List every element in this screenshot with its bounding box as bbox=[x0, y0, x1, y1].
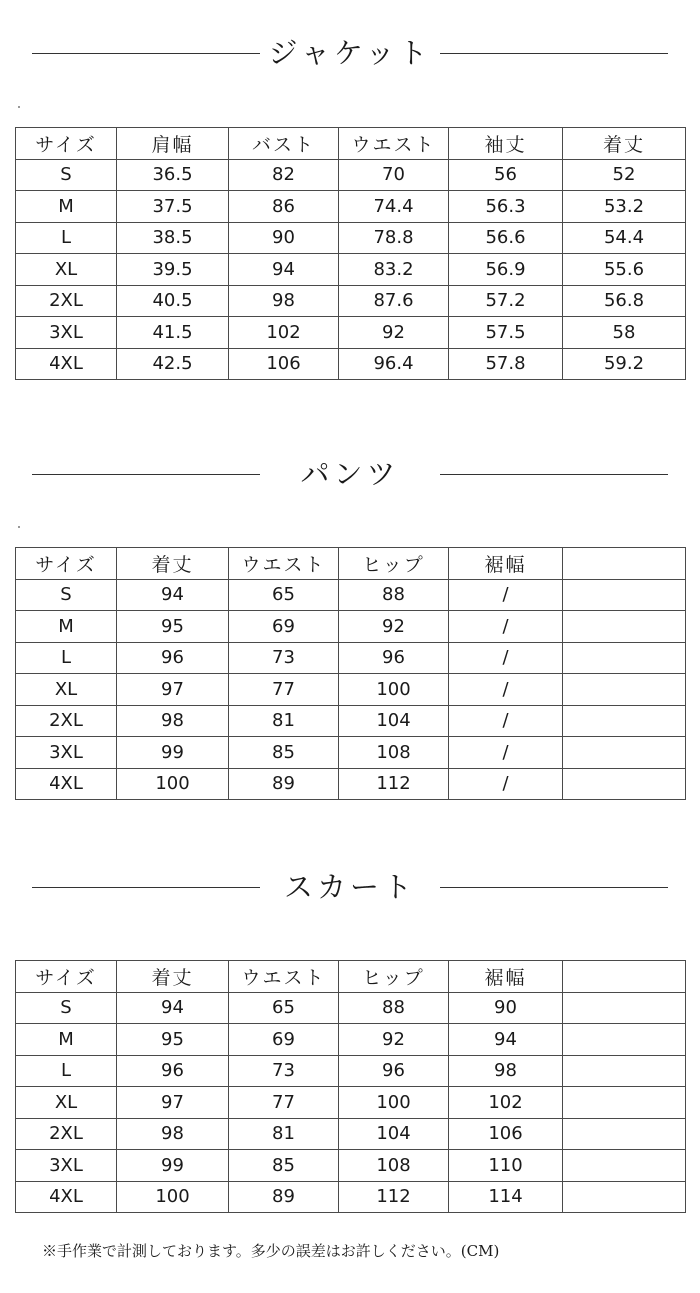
measurement-cell: 100 bbox=[339, 1087, 449, 1119]
measurement-cell: 102 bbox=[449, 1087, 563, 1119]
measurement-cell: 87.6 bbox=[339, 285, 449, 317]
measurement-cell: 56 bbox=[449, 159, 563, 191]
size-label-cell: 2XL bbox=[16, 1118, 117, 1150]
header-cell: 肩幅 bbox=[117, 128, 229, 160]
measurement-cell: 90 bbox=[229, 222, 339, 254]
measurement-cell bbox=[563, 1181, 686, 1213]
measurement-cell: 73 bbox=[229, 1055, 339, 1087]
table-row bbox=[16, 579, 686, 611]
measurement-cell: 94 bbox=[117, 992, 229, 1024]
size-label-cell: 3XL bbox=[16, 1150, 117, 1182]
measurement-cell: 102 bbox=[229, 317, 339, 349]
table-row bbox=[16, 222, 686, 254]
header-cell: 着丈 bbox=[117, 548, 229, 580]
measurement-cell bbox=[563, 737, 686, 769]
title-rule-left bbox=[32, 53, 260, 54]
measurement-cell: 97 bbox=[117, 674, 229, 706]
header-cell: サイズ bbox=[16, 128, 117, 160]
measurement-cell: 100 bbox=[339, 674, 449, 706]
size-label-cell: XL bbox=[16, 1087, 117, 1119]
measurement-cell bbox=[563, 674, 686, 706]
measurement-cell bbox=[563, 1024, 686, 1056]
measurement-cell: 69 bbox=[229, 611, 339, 643]
size-label-cell: 4XL bbox=[16, 768, 117, 800]
measurement-cell: 108 bbox=[339, 737, 449, 769]
table-row bbox=[16, 1055, 686, 1087]
header-cell: サイズ bbox=[16, 548, 117, 580]
measurement-cell: 99 bbox=[117, 737, 229, 769]
measurement-cell: 56.6 bbox=[449, 222, 563, 254]
measurement-cell: 88 bbox=[339, 579, 449, 611]
size-label-cell: L bbox=[16, 222, 117, 254]
skirt-size-table bbox=[15, 960, 686, 1213]
size-label-cell: S bbox=[16, 992, 117, 1024]
measurement-cell: 69 bbox=[229, 1024, 339, 1056]
measurement-cell: 73 bbox=[229, 642, 339, 674]
header-cell: ヒップ bbox=[339, 961, 449, 993]
measurement-cell: 58 bbox=[563, 317, 686, 349]
header-cell bbox=[563, 961, 686, 993]
table-row bbox=[16, 317, 686, 349]
table-row bbox=[16, 1181, 686, 1213]
measurement-cell: 81 bbox=[229, 1118, 339, 1150]
size-label-cell: 3XL bbox=[16, 317, 117, 349]
measurement-cell: 106 bbox=[229, 348, 339, 380]
size-label-cell: XL bbox=[16, 674, 117, 706]
measurement-cell: 36.5 bbox=[117, 159, 229, 191]
table-row bbox=[16, 737, 686, 769]
measurement-cell bbox=[563, 642, 686, 674]
measurement-cell bbox=[563, 705, 686, 737]
measurement-cell bbox=[563, 1150, 686, 1182]
measurement-cell: 98 bbox=[117, 705, 229, 737]
measurement-cell: 104 bbox=[339, 1118, 449, 1150]
title-rule-left bbox=[32, 474, 260, 475]
size-label-cell: S bbox=[16, 159, 117, 191]
header-cell: ヒップ bbox=[339, 548, 449, 580]
measurement-cell: 89 bbox=[229, 1181, 339, 1213]
measurement-cell: 42.5 bbox=[117, 348, 229, 380]
table-row bbox=[16, 159, 686, 191]
measurement-cell: 98 bbox=[449, 1055, 563, 1087]
measurement-cell: / bbox=[449, 768, 563, 800]
measurement-cell bbox=[563, 579, 686, 611]
measurement-cell: 98 bbox=[229, 285, 339, 317]
measurement-cell: 56.9 bbox=[449, 254, 563, 286]
header-cell: ウエスト bbox=[229, 961, 339, 993]
size-label-cell: L bbox=[16, 642, 117, 674]
measurement-cell: 77 bbox=[229, 1087, 339, 1119]
measurement-cell: 40.5 bbox=[117, 285, 229, 317]
measurement-cell: 70 bbox=[339, 159, 449, 191]
section-title-pants bbox=[0, 454, 700, 494]
measurement-cell: 92 bbox=[339, 317, 449, 349]
measurement-cell: 92 bbox=[339, 1024, 449, 1056]
table-row bbox=[16, 992, 686, 1024]
measurement-cell: / bbox=[449, 674, 563, 706]
measurement-cell: 65 bbox=[229, 992, 339, 1024]
measurement-cell: 54.4 bbox=[563, 222, 686, 254]
measurement-cell: 65 bbox=[229, 579, 339, 611]
header-cell bbox=[563, 548, 686, 580]
measurement-cell bbox=[563, 611, 686, 643]
table-row bbox=[16, 254, 686, 286]
stray-dot bbox=[18, 106, 20, 108]
measurement-cell bbox=[563, 1055, 686, 1087]
measurement-cell: / bbox=[449, 579, 563, 611]
header-cell: ウエスト bbox=[339, 128, 449, 160]
section-title-label: スカート bbox=[283, 870, 416, 904]
measurement-cell: 110 bbox=[449, 1150, 563, 1182]
size-label-cell: 2XL bbox=[16, 705, 117, 737]
measurement-cell: 97 bbox=[117, 1087, 229, 1119]
measurement-cell: 81 bbox=[229, 705, 339, 737]
measurement-cell: 94 bbox=[117, 579, 229, 611]
measurement-cell: 59.2 bbox=[563, 348, 686, 380]
jacket-size-table bbox=[15, 127, 686, 380]
measurement-cell: 100 bbox=[117, 768, 229, 800]
measurement-cell: 106 bbox=[449, 1118, 563, 1150]
table-row bbox=[16, 768, 686, 800]
measurement-cell: / bbox=[449, 642, 563, 674]
measurement-cell: 98 bbox=[117, 1118, 229, 1150]
header-cell: 着丈 bbox=[117, 961, 229, 993]
size-label-cell: 3XL bbox=[16, 737, 117, 769]
measurement-cell: 92 bbox=[339, 611, 449, 643]
measurement-cell: 82 bbox=[229, 159, 339, 191]
size-label-cell: 2XL bbox=[16, 285, 117, 317]
size-label-cell: L bbox=[16, 1055, 117, 1087]
stray-dot bbox=[18, 526, 20, 528]
table-header-row bbox=[16, 961, 686, 993]
section-title-label: パンツ bbox=[300, 457, 400, 491]
measurement-cell: 100 bbox=[117, 1181, 229, 1213]
measurement-cell: 104 bbox=[339, 705, 449, 737]
measurement-cell: 57.2 bbox=[449, 285, 563, 317]
measurement-cell: 57.8 bbox=[449, 348, 563, 380]
measurement-cell: / bbox=[449, 705, 563, 737]
measurement-cell: / bbox=[449, 737, 563, 769]
title-rule-right bbox=[440, 474, 668, 475]
measurement-cell bbox=[563, 992, 686, 1024]
measurement-cell: 56.8 bbox=[563, 285, 686, 317]
title-rule-right bbox=[440, 887, 668, 888]
measurement-cell: 56.3 bbox=[449, 191, 563, 223]
table-header-row bbox=[16, 128, 686, 160]
section-title-skirt bbox=[0, 867, 700, 907]
measurement-note: ※手作業で計測しております。多少の誤差はお許しください。(CM) bbox=[42, 1242, 500, 1260]
measurement-cell: 99 bbox=[117, 1150, 229, 1182]
header-cell: バスト bbox=[229, 128, 339, 160]
title-rule-right bbox=[440, 53, 668, 54]
header-cell: 着丈 bbox=[563, 128, 686, 160]
table-row bbox=[16, 1150, 686, 1182]
measurement-cell: 89 bbox=[229, 768, 339, 800]
measurement-cell: / bbox=[449, 611, 563, 643]
measurement-cell: 95 bbox=[117, 611, 229, 643]
measurement-cell: 86 bbox=[229, 191, 339, 223]
size-label-cell: XL bbox=[16, 254, 117, 286]
measurement-cell: 95 bbox=[117, 1024, 229, 1056]
measurement-cell: 83.2 bbox=[339, 254, 449, 286]
measurement-cell: 94 bbox=[229, 254, 339, 286]
table-header-row bbox=[16, 548, 686, 580]
table-row bbox=[16, 642, 686, 674]
measurement-cell: 39.5 bbox=[117, 254, 229, 286]
size-label-cell: M bbox=[16, 191, 117, 223]
section-title-label: ジャケット bbox=[268, 36, 432, 70]
measurement-cell: 52 bbox=[563, 159, 686, 191]
table-row bbox=[16, 674, 686, 706]
measurement-cell bbox=[563, 1118, 686, 1150]
measurement-cell: 74.4 bbox=[339, 191, 449, 223]
pants-size-table bbox=[15, 547, 686, 800]
measurement-cell: 37.5 bbox=[117, 191, 229, 223]
table-row bbox=[16, 611, 686, 643]
measurement-cell bbox=[563, 768, 686, 800]
measurement-cell: 94 bbox=[449, 1024, 563, 1056]
header-cell: ウエスト bbox=[229, 548, 339, 580]
measurement-cell: 96 bbox=[117, 1055, 229, 1087]
size-label-cell: M bbox=[16, 1024, 117, 1056]
measurement-cell: 38.5 bbox=[117, 222, 229, 254]
measurement-cell: 108 bbox=[339, 1150, 449, 1182]
measurement-cell: 41.5 bbox=[117, 317, 229, 349]
measurement-cell: 96 bbox=[339, 642, 449, 674]
measurement-cell: 53.2 bbox=[563, 191, 686, 223]
size-label-cell: S bbox=[16, 579, 117, 611]
measurement-cell: 57.5 bbox=[449, 317, 563, 349]
table-row bbox=[16, 1024, 686, 1056]
header-cell: 裾幅 bbox=[449, 548, 563, 580]
section-title-jacket bbox=[0, 33, 700, 73]
measurement-cell bbox=[563, 1087, 686, 1119]
measurement-cell: 77 bbox=[229, 674, 339, 706]
measurement-cell: 85 bbox=[229, 737, 339, 769]
header-cell: 袖丈 bbox=[449, 128, 563, 160]
table-row bbox=[16, 191, 686, 223]
size-label-cell: 4XL bbox=[16, 1181, 117, 1213]
size-label-cell: M bbox=[16, 611, 117, 643]
measurement-cell: 55.6 bbox=[563, 254, 686, 286]
measurement-cell: 96 bbox=[339, 1055, 449, 1087]
measurement-cell: 85 bbox=[229, 1150, 339, 1182]
table-row bbox=[16, 1118, 686, 1150]
measurement-cell: 78.8 bbox=[339, 222, 449, 254]
size-label-cell: 4XL bbox=[16, 348, 117, 380]
measurement-cell: 90 bbox=[449, 992, 563, 1024]
header-cell: 裾幅 bbox=[449, 961, 563, 993]
measurement-cell: 112 bbox=[339, 768, 449, 800]
measurement-cell: 96.4 bbox=[339, 348, 449, 380]
header-cell: サイズ bbox=[16, 961, 117, 993]
measurement-cell: 112 bbox=[339, 1181, 449, 1213]
table-row bbox=[16, 705, 686, 737]
table-row bbox=[16, 1087, 686, 1119]
title-rule-left bbox=[32, 887, 260, 888]
measurement-cell: 96 bbox=[117, 642, 229, 674]
measurement-cell: 88 bbox=[339, 992, 449, 1024]
measurement-cell: 114 bbox=[449, 1181, 563, 1213]
table-row bbox=[16, 348, 686, 380]
table-row bbox=[16, 285, 686, 317]
